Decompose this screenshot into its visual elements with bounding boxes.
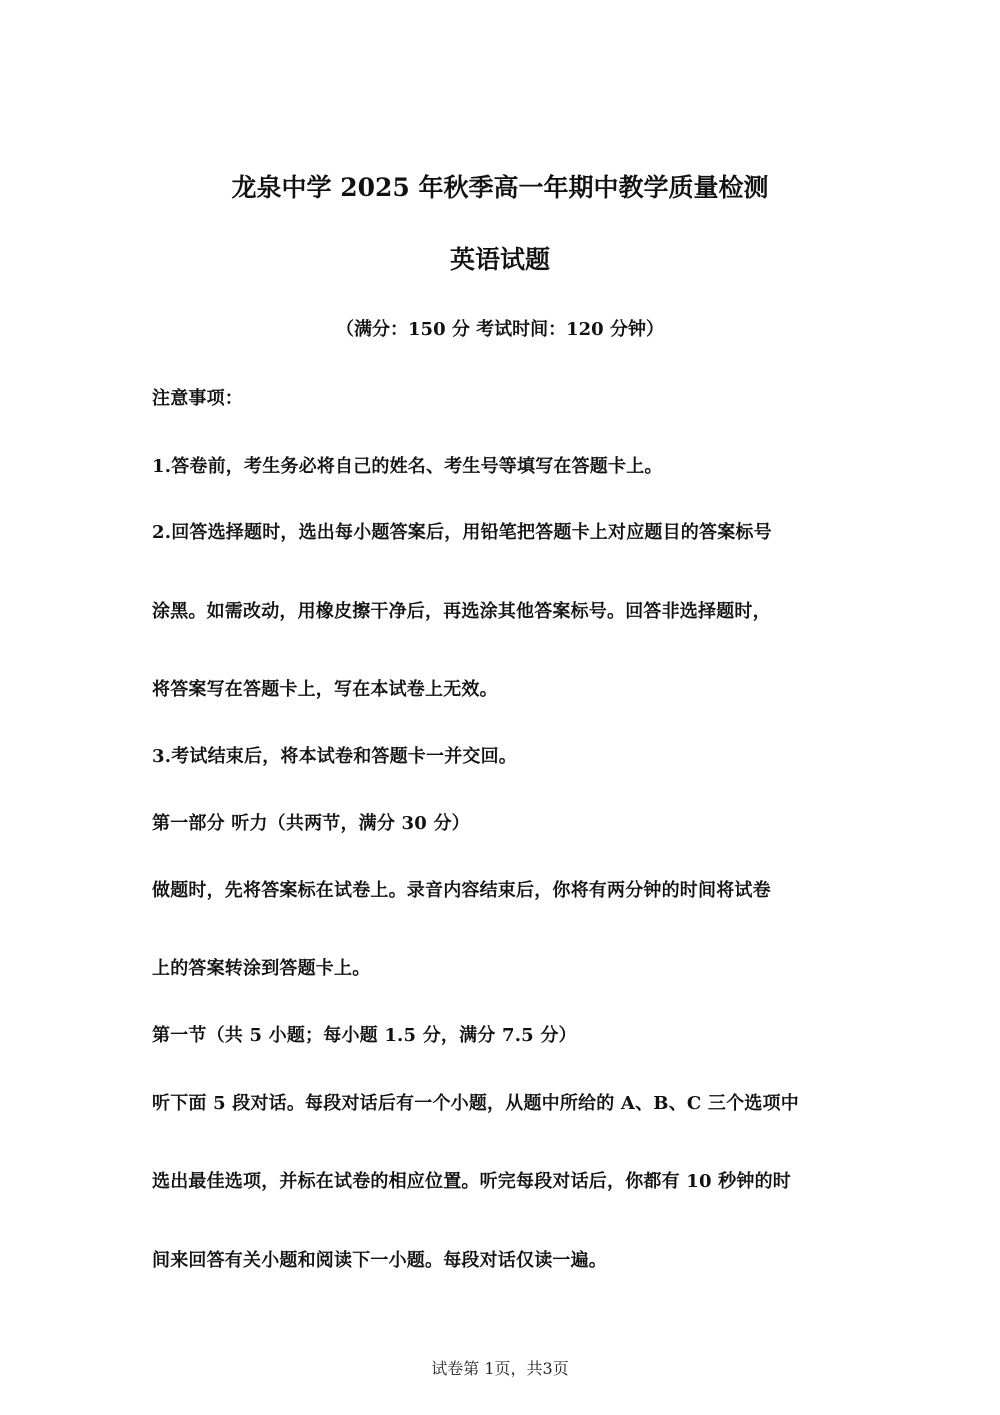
notes-item-2-line-3: 将答案写在答题卡上，写在本试卷上无效。 <box>152 679 498 700</box>
exam-title: 龙泉中学 2025 年秋季高一年期中教学质量检测 <box>231 173 769 202</box>
notes-item-1: 1.答卷前，考生务必将自己的姓名、考生号等填写在答题卡上。 <box>152 456 663 477</box>
section1-heading: 第一节（共 5 小题；每小题 1.5 分，满分 7.5 分） <box>152 1025 577 1046</box>
page-footer: 试卷第 1页，共3页 <box>431 1359 569 1378</box>
exam-meta: （满分：150 分 考试时间：120 分钟） <box>336 319 664 340</box>
section1-instruction-line-1: 听下面 5 段对话。每段对话后有一个小题，从题中所给的 A、B、C 三个选项中 <box>152 1093 799 1114</box>
notes-item-3: 3.考试结束后，将本试卷和答题卡一并交回。 <box>152 746 517 767</box>
section1-instruction-line-2: 选出最佳选项，并标在试卷的相应位置。听完每段对话后，你都有 10 秒钟的时 <box>152 1171 791 1192</box>
section1-instruction-line-3: 间来回答有关小题和阅读下一小题。每段对话仅读一遍。 <box>152 1250 607 1271</box>
part1-instruction-line-1: 做题时，先将答案标在试卷上。录音内容结束后，你将有两分钟的时间将试卷 <box>152 880 771 901</box>
part1-instruction-line-2: 上的答案转涂到答题卡上。 <box>152 958 371 979</box>
notes-item-2-line-2: 涂黑。如需改动，用橡皮擦干净后，再选涂其他答案标号。回答非选择题时， <box>152 601 771 622</box>
exam-subject: 英语试题 <box>449 245 550 274</box>
notes-item-2-line-1: 2.回答选择题时，选出每小题答案后，用铅笔把答题卡上对应题目的答案标号 <box>152 522 772 543</box>
notes-heading: 注意事项： <box>152 388 243 409</box>
part1-heading: 第一部分 听力（共两节，满分 30 分） <box>152 813 470 834</box>
